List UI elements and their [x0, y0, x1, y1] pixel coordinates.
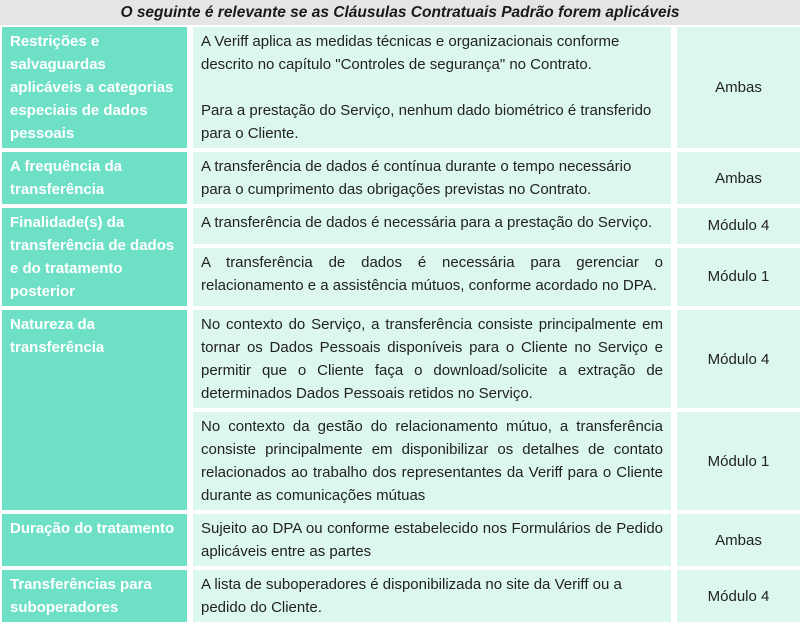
- module-cell: Ambas: [677, 152, 800, 204]
- row-text-restrictions: [193, 27, 671, 148]
- row-text-duration: Sujeito ao DPA ou conforme estabelecido nos Formulários de Pedido aplicáveis entre as partes: [193, 514, 671, 566]
- row-text-purpose-2: A transferência de dados é necessária para gerenciar o relacionamento e a assistência mútuos, conforme acordado no DPA.: [193, 248, 671, 307]
- paragraph: A Veriff aplica as medidas técnicas e organizacionais conforme descrito no capítulo "Controles de segurança" no Contrato.: [201, 33, 620, 73]
- row-label-purpose: Finalidade(s) da transferência de dados e do tratamento posterior: [2, 208, 187, 306]
- module-cell: Módulo 4: [677, 208, 800, 244]
- paragraph: Para a prestação do Serviço, nenhum dado biométrico é transferido para o Cliente.: [201, 102, 652, 142]
- module-cell: Módulo 4: [677, 310, 800, 408]
- row-label-nature: Natureza da transferência: [2, 310, 187, 510]
- module-cell: Ambas: [677, 514, 800, 566]
- row-label-duration: Duração do tratamento: [2, 514, 187, 566]
- data-transfer-table: [0, 25, 800, 622]
- table-header: O seguinte é relevante se as Cláusulas Contratuais Padrão forem aplicáveis: [0, 0, 800, 25]
- module-cell: Módulo 1: [677, 248, 800, 307]
- row-label-frequency: A frequência da transferência: [2, 152, 187, 204]
- row-label-subprocessors: Transferências para suboperadores: [2, 570, 187, 622]
- row-label-restrictions: Restrições e salvaguardas aplicáveis a categorias especiais de dados pessoais: [2, 27, 187, 148]
- row-text-purpose-1: A transferência de dados é necessária para a prestação do Serviço.: [193, 208, 671, 244]
- row-text-frequency: A transferência de dados é contínua durante o tempo necessário para o cumprimento das obrigações previstas no Contrato.: [193, 152, 671, 204]
- module-cell: Ambas: [677, 27, 800, 148]
- module-cell: Módulo 1: [677, 412, 800, 510]
- row-text-subprocessors: A lista de suboperadores é disponibilizada no site da Veriff ou a pedido do Cliente.: [193, 570, 671, 622]
- module-cell: Módulo 4: [677, 570, 800, 622]
- row-text-nature-1: No contexto do Serviço, a transferência consiste principalmente em tornar os Dados Pessoais disponíveis para o Cliente no Serviço e permitir que o Cliente faça o download/solicite a extração de determinados Dados Pessoais retidos no Serviço.: [193, 310, 671, 408]
- row-text-nature-2: No contexto da gestão do relacionamento mútuo, a transferência consiste principalmente em disponibilizar os detalhes de contato relacionados ao trabalho dos representantes da Veriff para o Cliente durante as comunicações mútuas: [193, 412, 671, 510]
